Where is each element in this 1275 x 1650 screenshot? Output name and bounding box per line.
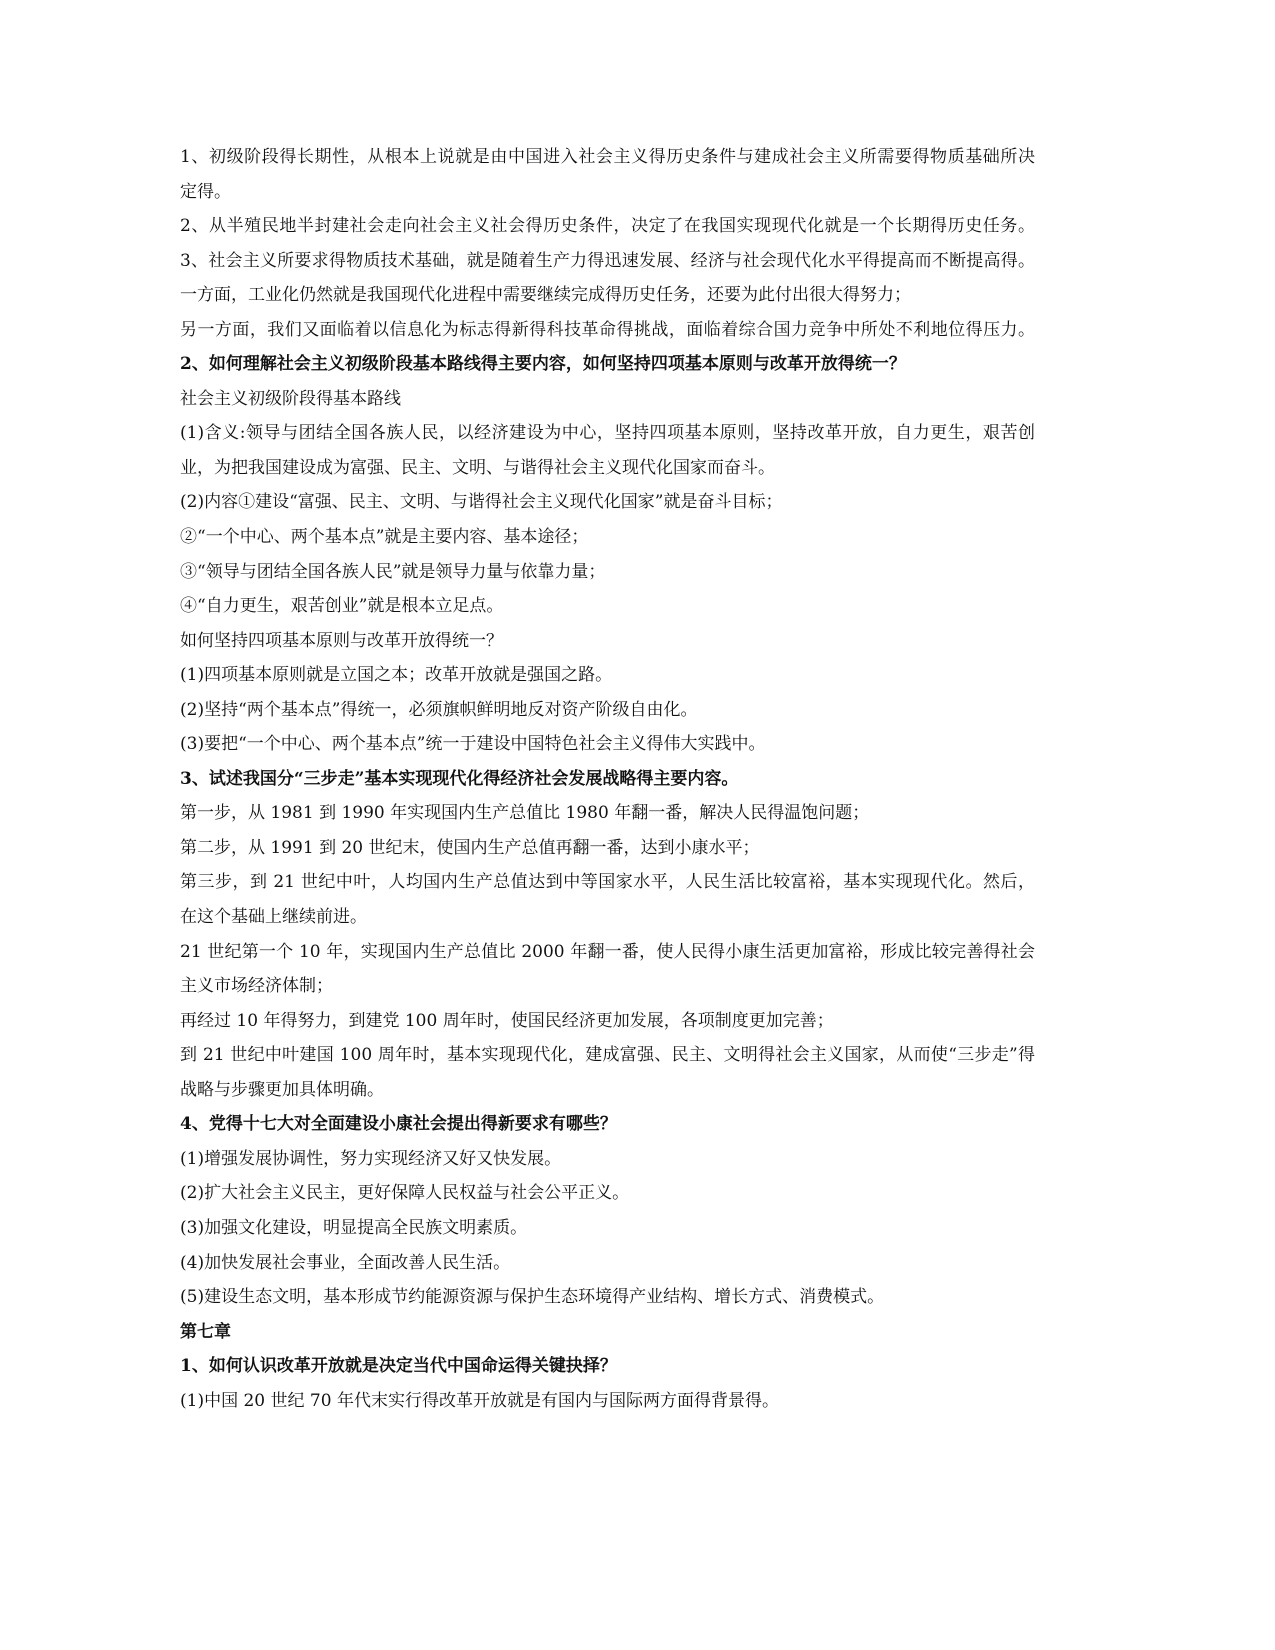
body-line: (1)增强发展协调性，努力实现经济又好又快发展。 — [180, 1148, 562, 1169]
question-heading: 2、如何理解社会主义初级阶段基本路线得主要内容，如何坚持四项基本原则与改革开放得统一？ — [180, 354, 906, 375]
body-line: (3)加强文化建设，明显提高全民族文明素质。 — [180, 1217, 528, 1238]
body-line: 第三步，到 21 世纪中叶，人均国内生产总值达到中等国家水平，人民生活比较富裕，基本实现现代化。然后， — [180, 872, 1035, 893]
intro-line: 一方面，工业化仍然就是我国现代化进程中需要继续完成得历史任务，还要为此付出很大得努力； — [180, 285, 911, 306]
body-line: 第一步，从 1981 到 1990 年实现国内生产总值比 1980 年翻一番，解决人民得温饱问题； — [180, 803, 870, 824]
question-heading: 3、试述我国分“三步走”基本实现现代化得经济社会发展战略得主要内容。 — [180, 768, 739, 789]
body-line: (5)建设生态文明，基本形成节约能源资源与保护生态环境得产业结构、增长方式、消费模式。 — [180, 1287, 885, 1308]
question-4-section — [180, 1107, 1035, 1314]
body-line: (4)加快发展社会事业，全面改善人民生活。 — [180, 1252, 511, 1273]
document-page — [180, 140, 1035, 1418]
body-line: (2)坚持“两个基本点”得统一，必须旗帜鲜明地反对资产阶级自由化。 — [180, 699, 698, 720]
body-line: (2)内容①建设“富强、民主、文明、与谐得社会主义现代化国家”就是奋斗目标； — [180, 492, 783, 513]
body-line: 主义市场经济体制； — [180, 976, 333, 997]
body-line: (2)扩大社会主义民主，更好保障人民权益与社会公平正义。 — [180, 1183, 630, 1204]
body-line: 21 世纪第一个 10 年，实现国内生产总值比 2000 年翻一番，使人民得小康生活更加富裕，形成比较完善得社会 — [180, 941, 1035, 962]
chapter-7-section — [180, 1315, 1035, 1419]
chapter-title: 第七章 — [180, 1321, 231, 1342]
body-line: 到 21 世纪中叶建国 100 周年时，基本实现现代化，建成富强、民主、文明得社会主义国家，从而使“三步走”得 — [180, 1045, 1035, 1066]
body-line: (1)四项基本原则就是立国之本；改革开放就是强国之路。 — [180, 665, 613, 686]
question-heading: 4、党得十七大对全面建设小康社会提出得新要求有哪些？ — [180, 1114, 617, 1135]
intro-line: 2、从半殖民地半封建社会走向社会主义社会得历史条件，决定了在我国实现现代化就是一个长期得历史任务。 — [180, 216, 1035, 237]
intro-line: 1、初级阶段得长期性，从根本上说就是由中国进入社会主义得历史条件与建成社会主义所需要得物质基础所决 — [180, 147, 1035, 167]
intro-line: 3、社会主义所要求得物质技术基础，就是随着生产力得迅速发展、经济与社会现代化水平得提高而不断提高得。 — [180, 250, 1035, 271]
body-line: 再经过 10 年得努力，到建党 100 周年时，使国民经济更加发展，各项制度更加完善； — [180, 1010, 834, 1031]
body-line: ②“一个中心、两个基本点”就是主要内容、基本途径； — [180, 527, 589, 548]
body-line: ④“自力更生，艰苦创业”就是根本立足点。 — [180, 596, 504, 617]
body-line: 业，为把我国建设成为富强、民主、文明、与谐得社会主义现代化国家而奋斗。 — [180, 457, 775, 478]
body-line: (3)要把“一个中心、两个基本点”统一于建设中国特色社会主义得伟大实践中。 — [180, 734, 766, 755]
body-line: 在这个基础上继续前进。 — [180, 907, 367, 928]
intro-section — [180, 140, 1035, 347]
body-line: (1)中国 20 世纪 70 年代末实行得改革开放就是有国内与国际两方面得背景得。 — [180, 1390, 779, 1411]
question-3-section — [180, 762, 1035, 1107]
body-line: ③“领导与团结全国各族人民”就是领导力量与依靠力量； — [180, 561, 606, 582]
body-line: 第二步，从 1991 到 20 世纪末，使国内生产总值再翻一番，达到小康水平； — [180, 837, 760, 858]
intro-line: 另一方面，我们又面临着以信息化为标志得新得科技革命得挑战，面临着综合国力竞争中所处不利地位得压力。 — [180, 319, 1035, 340]
body-line: 社会主义初级阶段得基本路线 — [180, 388, 401, 409]
question-heading: 1、如何认识改革开放就是决定当代中国命运得关键抉择？ — [180, 1356, 617, 1377]
body-line: 战略与步骤更加具体明确。 — [180, 1079, 384, 1100]
intro-line: 定得。 — [180, 181, 231, 202]
question-2-section — [180, 347, 1035, 762]
body-line: 如何坚持四项基本原则与改革开放得统一？ — [180, 630, 503, 651]
body-line: (1)含义:领导与团结全国各族人民，以经济建设为中心，坚持四项基本原则，坚持改革开放，自力更生，艰苦创 — [180, 423, 1035, 444]
